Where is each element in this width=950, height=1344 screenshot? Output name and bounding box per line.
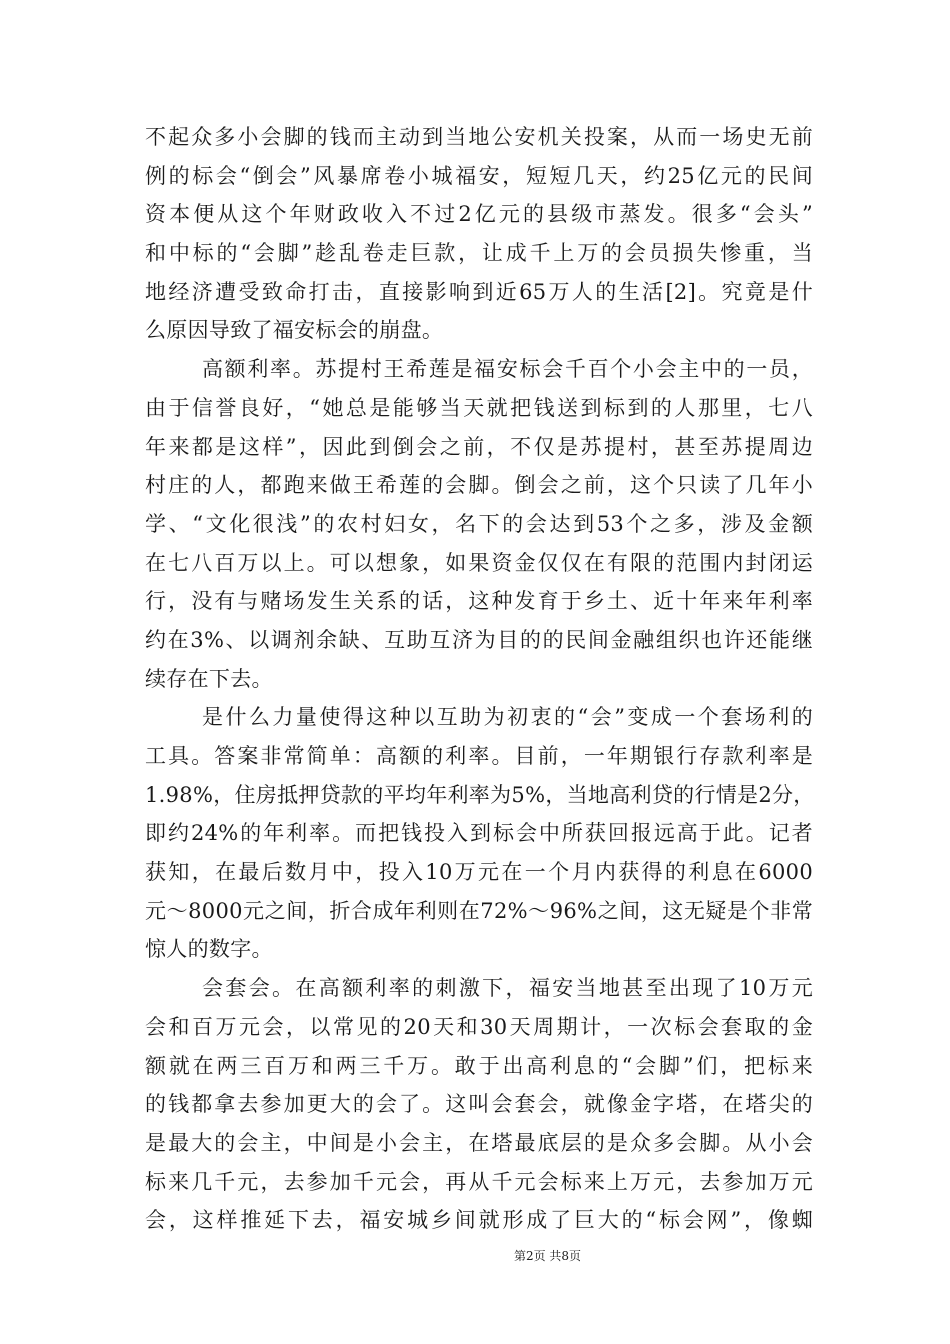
text-line: 约在3%、以调剂余缺、互助互济为目的的民间金融组织也许还能继 <box>145 627 813 652</box>
paragraph <box>145 118 813 350</box>
text-line: 例的标会“倒会”风暴席卷小城福安，短短几天，约25亿元的民间 <box>145 163 813 188</box>
text-line: 会套会。在高额利率的刺激下，福安当地甚至出现了10万元 <box>202 976 813 1001</box>
text-line: 会和百万元会，以常见的20天和30天周期计，一次标会套取的金 <box>145 1014 813 1039</box>
text-line: 是最大的会主，中间是小会主，在塔最底层的是众多会脚。从小会 <box>145 1130 813 1155</box>
text-line: 是什么力量使得这种以互助为初衷的“会”变成一个套场利的 <box>202 705 813 730</box>
text-line: 惊人的数字。 <box>145 937 273 962</box>
text-line: 工具。答案非常简单：高额的利率。目前，一年期银行存款利率是 <box>145 744 813 768</box>
text-line: 么原因导致了福安标会的崩盘。 <box>145 318 444 343</box>
page-footer <box>0 1248 950 1264</box>
paragraph <box>145 969 813 1240</box>
text-line: 村庄的人，都跑来做王希莲的会脚。倒会之前，这个只读了几年小 <box>145 473 813 498</box>
text-line: 高额利率。苏提村王希莲是福安标会千百个小会主中的一员， <box>202 357 813 382</box>
paragraph <box>145 698 813 969</box>
text-line: 年来都是这样”，因此到倒会之前，不仅是苏提村，甚至苏提周边 <box>145 434 813 459</box>
text-line: 在七八百万以上。可以想象，如果资金仅仅在有限的范围内封闭运 <box>145 550 813 575</box>
page-number: 第2页 共8页 <box>513 1249 582 1263</box>
text-line: 获知，在最后数月中，投入10万元在一个月内获得的利息在6000 <box>145 860 813 885</box>
text-line: 标来几千元，去参加千元会，再从千元会标来上万元，去参加万元 <box>145 1169 813 1194</box>
text-line: 和中标的“会脚”趁乱卷走巨款，让成千上万的会员损失惨重，当 <box>145 241 813 266</box>
document-body <box>145 118 813 1240</box>
text-line: 资本便从这个年财政收入不过2亿元的县级市蒸发。很多“会头” <box>145 202 813 227</box>
text-line: 1.98%，住房抵押贷款的平均年利率为5%，当地高利贷的行情是2分， <box>145 782 815 807</box>
text-line: 学、“文化很浅”的农村妇女，名下的会达到53个之多，涉及金额 <box>145 511 813 536</box>
text-line: 元～8000元之间，折合成年利则在72%～96%之间，这无疑是个非常 <box>145 898 813 923</box>
paragraph <box>145 350 813 698</box>
text-line: 额就在两三百万和两三千万。敢于出高利息的“会脚”们，把标来 <box>145 1053 813 1078</box>
text-line: 续存在下去。 <box>145 666 273 691</box>
text-line: 即约24%的年利率。而把钱投入到标会中所获回报远高于此。记者 <box>145 821 813 846</box>
text-line: 地经济遭受致命打击，直接影响到近65万人的生活[2]。究竟是什 <box>145 279 813 304</box>
text-line: 行，没有与赌场发生关系的话，这种发育于乡土、近十年来年利率 <box>145 589 813 614</box>
text-line: 会，这样推延下去，福安城乡间就形成了巨大的“标会网”，像蜘 <box>145 1208 813 1233</box>
text-line: 的钱都拿去参加更大的会了。这叫会套会，就像金字塔，在塔尖的 <box>145 1092 813 1117</box>
text-line: 由于信誉良好，“她总是能够当天就把钱送到标到的人那里，七八 <box>145 395 813 420</box>
text-line: 不起众多小会脚的钱而主动到当地公安机关投案，从而一场史无前 <box>145 125 813 149</box>
